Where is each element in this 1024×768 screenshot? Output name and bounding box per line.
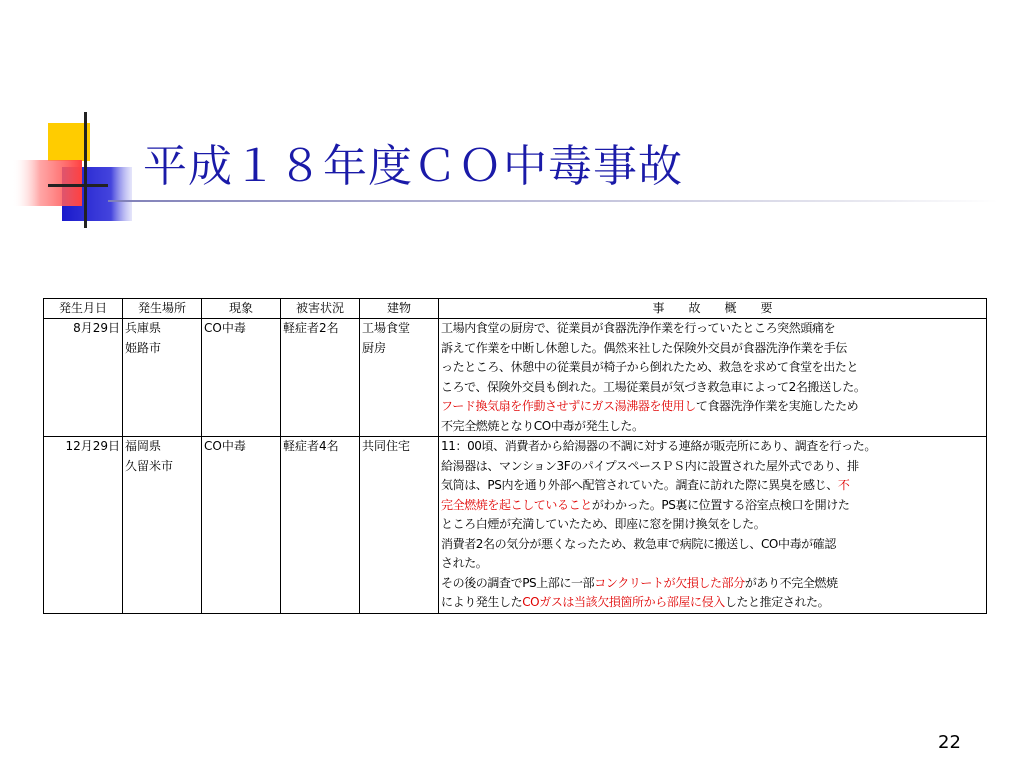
- table-row: [44, 319, 987, 437]
- cell-building: [360, 319, 439, 437]
- page-number: 22: [938, 732, 961, 753]
- header-damage: 被害状況: [281, 299, 360, 319]
- building-line: 共同住宅: [362, 439, 411, 453]
- building-line: 工場食堂: [362, 321, 411, 335]
- place-line: 兵庫県: [125, 321, 162, 335]
- summary-text: て食器洗浄作業を実施したため: [695, 399, 859, 413]
- summary-highlight-text: コンクリートが欠損した部分: [594, 575, 745, 590]
- summary-line: [441, 535, 984, 555]
- table-row: [44, 437, 987, 614]
- summary-text: 給湯器は、マンション3FのパイプスペースＰＳ内に設置された屋外式であり、排: [441, 458, 859, 473]
- header-building: 建物: [360, 299, 439, 319]
- summary-text: ころで、保険外交員も倒れた。工場従業員が気づき救急車によって2名搬送した。: [441, 379, 866, 394]
- cell-date: 12月29日: [44, 437, 123, 614]
- cell-place: [123, 319, 202, 437]
- summary-line: [441, 574, 984, 594]
- summary-text: により発生した: [441, 595, 523, 609]
- summary-line: [441, 476, 984, 496]
- summary-text: ところ白煙が充満していたため、即座に窓を開け換気をした。: [441, 517, 766, 531]
- summary-line: [441, 319, 984, 339]
- header-summary: 事 故 概 要: [439, 299, 987, 319]
- summary-highlight-text: COガスは当該欠損箇所から部屋に侵入: [522, 595, 725, 609]
- place-line: 福岡県: [125, 439, 162, 453]
- summary-text: ったところ、休憩中の従業員が椅子から倒れたため、救急を求めて食堂を出たと: [441, 360, 859, 374]
- decorative-squares-graphic: [0, 0, 140, 240]
- summary-text: したと推定された。: [724, 595, 830, 609]
- summary-text: 気筒は、PS内を通り外部へ配管されていた。調査に訪れた際に異臭を感じ、: [441, 478, 838, 492]
- incident-table: [43, 298, 987, 614]
- summary-line: [441, 417, 984, 437]
- summary-line: [441, 457, 984, 477]
- summary-text: がわかった。PS裏に位置する浴室点検口を開けた: [591, 497, 850, 512]
- place-line: 久留米市: [125, 458, 174, 473]
- summary-text: 消費者2名の気分が悪くなったため、救急車で病院に搬送し、CO中毒が確認: [441, 536, 836, 551]
- slide-title: 平成１８年度ＣＯ中毒事故: [143, 141, 683, 192]
- summary-line: [441, 358, 984, 378]
- cell-date: 8月29日: [44, 319, 123, 437]
- summary-text: 不完全燃焼となりCO中毒が発生した。: [441, 418, 644, 433]
- summary-line: [441, 339, 984, 359]
- summary-line: [441, 496, 984, 516]
- table-header-row: [44, 299, 987, 319]
- summary-highlight-text: フード換気扇を作動させずにガス湯沸器を使用し: [441, 399, 696, 413]
- cell-phenomenon: CO中毒: [202, 319, 281, 437]
- place-line: 姫路市: [125, 340, 162, 355]
- summary-line: [441, 378, 984, 398]
- cell-damage: 軽症者4名: [281, 437, 360, 614]
- cell-summary: [439, 437, 987, 614]
- cell-building: [360, 437, 439, 614]
- cell-damage: 軽症者2名: [281, 319, 360, 437]
- header-phenomenon: 現象: [202, 299, 281, 319]
- summary-line: [441, 397, 984, 417]
- summary-highlight-text: 不: [837, 478, 850, 492]
- building-line: 厨房: [362, 340, 387, 355]
- title-underline: [108, 200, 998, 202]
- summary-line: [441, 593, 984, 613]
- summary-text: があり不完全燃焼: [744, 575, 838, 590]
- summary-text: された。: [441, 556, 488, 570]
- summary-line: [441, 554, 984, 574]
- cell-place: [123, 437, 202, 614]
- summary-text: 訴えて作業を中断し休憩した。偶然来社した保険外交員が食器洗浄作業を手伝: [441, 340, 848, 355]
- header-date: 発生月日: [44, 299, 123, 319]
- header-place: 発生場所: [123, 299, 202, 319]
- summary-highlight-text: 完全燃焼を起こしていること: [441, 497, 592, 512]
- cell-summary: [439, 319, 987, 437]
- summary-text: 工場内食堂の厨房で、従業員が食器洗浄作業を行っていたところ突然頭痛を: [441, 321, 836, 335]
- summary-text: 11：00頃、消費者から給湯器の不調に対する連絡が販売所にあり、調査を行った。: [441, 439, 876, 453]
- summary-line: [441, 515, 984, 535]
- cell-phenomenon: CO中毒: [202, 437, 281, 614]
- summary-line: [441, 437, 984, 457]
- summary-text: その後の調査でPS上部に一部: [441, 575, 595, 590]
